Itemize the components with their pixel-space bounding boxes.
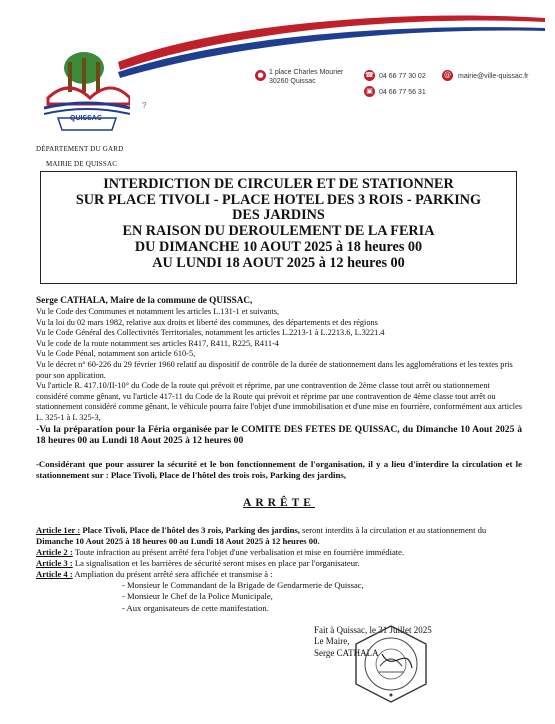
email[interactable]: mairie@ville-quissac.fr <box>458 73 529 80</box>
recipient-item: - Aux organisateurs de cette manifestation. <box>122 602 269 613</box>
small-mark: ? <box>142 101 147 110</box>
article-text: La signalisation et les barrières de sécurité seront mises en place par l'organisateur. <box>72 557 360 568</box>
title-line: DU DIMANCHE 10 AOUT 2025 à 18 heures 00 <box>134 238 423 255</box>
logo-text: QUISSAC <box>70 115 102 122</box>
fax-icon: ▣ <box>364 86 375 97</box>
signature-place-date: Fait à Quissac, le 31 Juillet 2025 <box>314 625 432 635</box>
article-label: Article 2 : <box>36 546 73 557</box>
vu-line: Vu la loi du 02 mars 1982, relative aux droits et liberté des communes, des départements et des régions <box>36 317 378 327</box>
vu-line: Vu le Code Pénal, notamment son article 610-5, <box>36 349 196 359</box>
recipient-item: - Monsieur le Commandant de la Brigade de Gendarmerie de Quissac, <box>122 579 364 590</box>
phone: 04 66 77 30 02 <box>379 73 426 80</box>
signature-name: Serge CATHALA <box>314 647 379 658</box>
article-text-bold: Dimanche 10 Aout 2025 à 18 heures 00 au Lundi 18 Aout 2025 à 12 heures 00. <box>36 535 320 546</box>
recipients-list <box>122 580 522 615</box>
article-text-bold: Place Tivoli, Place de l'hôtel des 3 rois, Parking des jardins, <box>80 524 300 535</box>
arrete-heading: ARRÊTE <box>243 496 315 509</box>
vu-line: Vu le Code Général des Collectivités Territoriales, notamment les articles L.2213-1 à L.2213.6, L.3221.4 <box>36 328 385 338</box>
title-line: DES JARDINS <box>232 207 325 224</box>
article-text: Ampliation du présent arrêté sera affichée et transmise à : <box>72 568 273 579</box>
article-text: Toute infraction au présent arrêté fera l'objet d'une verbalisation et mise en fourrière immédiate. <box>72 546 405 557</box>
vu-line: Vu le code de la route notamment ses articles R417, R411, R225, R411-4 <box>36 338 279 348</box>
email-icon: @ <box>444 71 451 79</box>
article-label: Article 3 : <box>36 557 73 568</box>
vu-line: Vu le Code des Communes et notamment les articles L.131-1 et suivants, <box>36 307 280 316</box>
article-text: seront interdits à la circulation et au stationnement du <box>299 524 487 535</box>
article-3 <box>36 558 522 569</box>
article-4 <box>36 569 522 580</box>
phone-icon: ☎ <box>365 71 374 79</box>
recipient-item: - Monsieur le Chef de la Police Municipale, <box>122 591 273 601</box>
address-line1: 1 place Charles Mourier <box>269 69 344 76</box>
vu-feria: -Vu la préparation pour la Féria organisée par le COMITE DES FETES DE QUISSAC, du Dimanche 10 Aout 2025 à 18 heures 00 au Lundi 18 Aout 2025 à 12 heures 00 <box>36 423 522 447</box>
address-line2: 30260 Quissac <box>269 78 316 85</box>
mayor-line: Serge CATHALA, Maire de la commune de QUISSAC, <box>36 295 253 305</box>
address <box>269 68 343 86</box>
vu-line: Vu le décret n° 60-226 du 29 février 1960 relatif au dispositif de contrôle de la durée de stationnement dans les agglomérations et les textes pris pour son application. <box>36 359 513 380</box>
article-label: Article 1er : <box>36 524 81 535</box>
department-label: DÉPARTEMENT DU GARD <box>36 145 124 153</box>
title-line: INTERDICTION DE CIRCULER ET DE STATIONNER <box>103 176 454 192</box>
location-pin-icon: ● <box>255 70 266 81</box>
title-line: SUR PLACE TIVOLI - PLACE HOTEL DES 3 ROIS - PARKING <box>75 191 482 208</box>
considerant: -Considérant que pour assurer la sécurité et le bon fonctionnement de l'organisation, il y a lieu d'interdire la circulation et le stationnement sur : Place Tivoli, Place de l'hôtel des trois rois, Parking des jardins, <box>36 458 522 481</box>
article-label: Article 4 : <box>36 568 73 579</box>
mairie-label: MAIRIE DE QUISSAC <box>46 160 118 168</box>
title-line: EN RAISON DU DEROULEMENT DE LA FERIA <box>122 223 435 240</box>
article-1 <box>36 525 522 547</box>
vu-line: Vu l'article R. 417.10/II-10° du Code de la route qui prévoit et réprime, par une contravention de 2ème classe tout arrêt ou stationnement considéré comme gênant, vu l'article 417-11 du Code de la Route qui prévoit et réprime par une contravention de 4ème classe tout arrêt ou stationnement considéré comme gênant, le véhicule pourra faire l'objet d'une immobilisation et d'une mise en fourrière, conformément aux articles L. 325-1 à L 325-3, <box>36 381 522 422</box>
signature-title: Le Maire, <box>314 636 350 647</box>
title-box <box>40 171 517 284</box>
document-body <box>36 294 522 614</box>
fax: 04 66 77 56 31 <box>379 89 426 96</box>
official-stamp <box>352 624 430 704</box>
title-line: AU LUNDI 18 AOUT 2025 à 12 heures 00 <box>152 254 405 271</box>
article-2 <box>36 547 522 558</box>
